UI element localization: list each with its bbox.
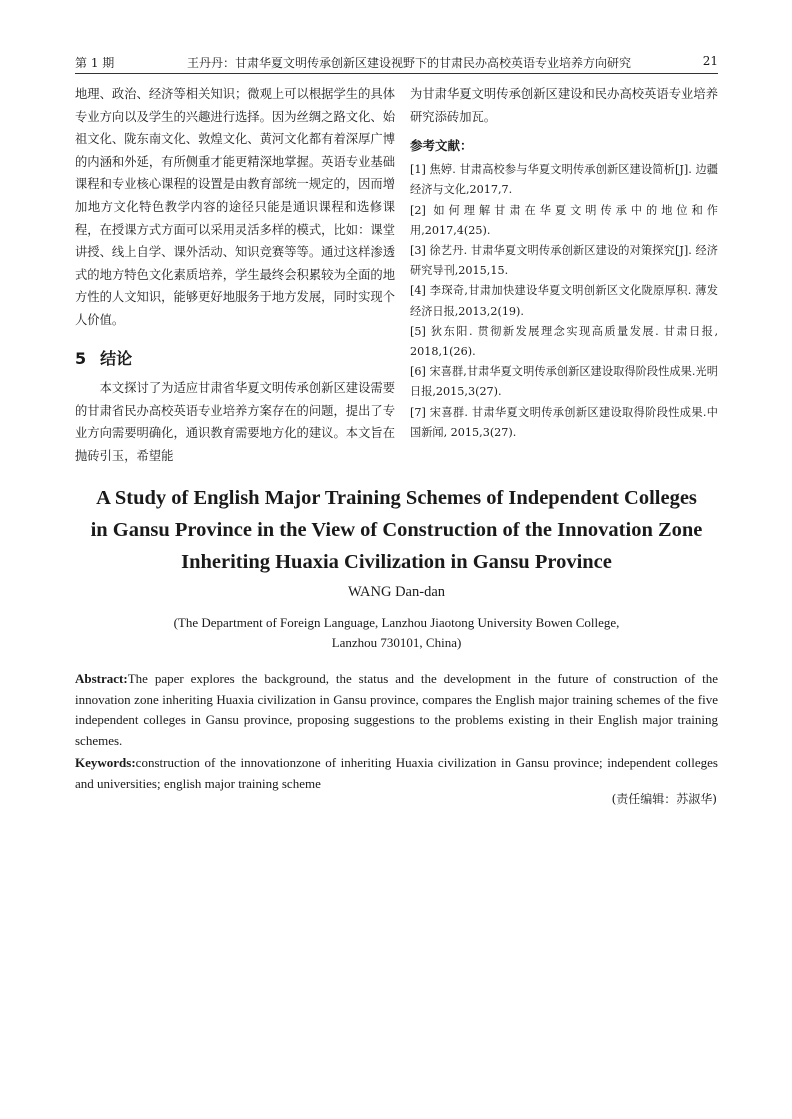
abstract-label: Abstract:	[75, 671, 128, 686]
conclusion-paragraph: 本文探讨了为适应甘肃省华夏文明传承创新区建设需要的甘肃省民办高校英语专业培养方案存在的问题，提出了专业方向需要明确化，通识教育需要地方化的建议。本文旨在抛砖引玉，希望能	[75, 381, 395, 463]
english-affiliation	[75, 613, 718, 653]
keywords-text: construction of the innovationzone of inheriting Huaxia civilization in Gansu province; independent colleges and universities; english major training scheme	[75, 755, 718, 791]
abstract-text: The paper explores the background, the status and the development in the future of construction of the innovation zone inheriting Huaxia civilization in Gansu province, compares the English major training schemes of the five independent colleges in Gansu province, proposing suggestions to the problems existing in their English major training schemes.	[75, 671, 718, 748]
reference-item: [4] 李琛奇,甘肃加快建设华夏文明创新区文化陇原厚积. 薄发经济日报,2013,2(19).	[410, 284, 718, 318]
editor-note: (责任编辑：苏淑华)	[611, 792, 717, 806]
running-header	[75, 54, 718, 74]
references-heading: 参考文献：	[410, 138, 473, 154]
section-heading	[75, 346, 132, 369]
conclusion-continuation: 为甘肃华夏文明传承创新区建设和民办高校英语专业培养研究添砖加瓦。	[410, 87, 718, 124]
english-author: WANG Dan-dan	[347, 584, 446, 600]
english-keywords	[75, 753, 718, 794]
right-column	[410, 83, 718, 443]
affiliation-line: Lanzhou 730101, China)	[331, 635, 462, 650]
reference-item: [2] 如何理解甘肃在华夏文明传承中的地位和作用,2017,4(25).	[410, 203, 718, 237]
reference-item: [5] 狄东阳. 贯彻新发展理念实现高质量发展. 甘肃日报, 2018,1(26).	[410, 324, 718, 359]
english-abstract-block	[75, 482, 718, 795]
english-title-line: Inheriting Huaxia Civilization in Gansu Province	[181, 551, 612, 573]
reference-item: [6] 宋喜群,甘肃华夏文明传承创新区建设取得阶段性成果.光明日报,2015,3(27).	[410, 365, 718, 399]
english-title-line: in Gansu Province in the View of Construction of the Innovation Zone	[90, 519, 703, 541]
conclusion-section	[75, 377, 395, 467]
section-number: 5	[75, 349, 87, 368]
page-number: 21	[702, 54, 718, 68]
section-title: 结论	[100, 349, 133, 368]
reference-item: [1] 焦婷. 甘肃高校参与华夏文明传承创新区建设简析[J]. 边疆经济与文化,2017,7.	[410, 163, 718, 197]
reference-item: [3] 徐艺丹. 甘肃华夏文明传承创新区建设的对策探究[J]. 经济研究导刊,2015,15.	[410, 244, 718, 278]
affiliation-line: (The Department of Foreign Language, Lanzhou Jiaotong University Bowen College,	[173, 615, 620, 630]
english-title-line: A Study of English Major Training Schemes of Independent Colleges	[96, 487, 697, 509]
keywords-label: Keywords:	[75, 755, 136, 771]
english-abstract	[75, 669, 718, 751]
reference-item: [7] 宋喜群. 甘肃华夏文明传承创新区建设取得阶段性成果.中国新闻, 2015,3(27).	[410, 405, 718, 439]
body-paragraph: 地理、政治、经济等相关知识；微观上可以根据学生的具体专业方向以及学生的兴趣进行选择。因为丝绸之路文化、始祖文化、陇东南文化、敦煌文化、黄河文化都有着深厚广博的内涵和外延，有所侧重才能更精深地掌握。英语专业基础课程和专业核心课程的设置是由教育部统一规定的，因而增加地方文化特色教学内容的途径只能是通识课程和选修课程，在授课方式方面可以采用灵活多样的模式，比如：课堂讲授、线上自学、课外活动、知识竞赛等等。通过这样渗透式的地方特色文化素质培养，学生最终会积累较为全面的地方性的人文知识，能够更好地服务于地方发展，同时实现个人价值。	[75, 87, 395, 327]
header-rule	[75, 73, 718, 74]
english-title	[75, 482, 718, 578]
references-list	[410, 160, 718, 443]
issue-label: 第 1 期	[75, 56, 115, 70]
running-title: 王丹丹：甘肃华夏文明传承创新区建设视野下的甘肃民办高校英语专业培养方向研究	[187, 56, 632, 70]
left-column	[75, 83, 395, 332]
